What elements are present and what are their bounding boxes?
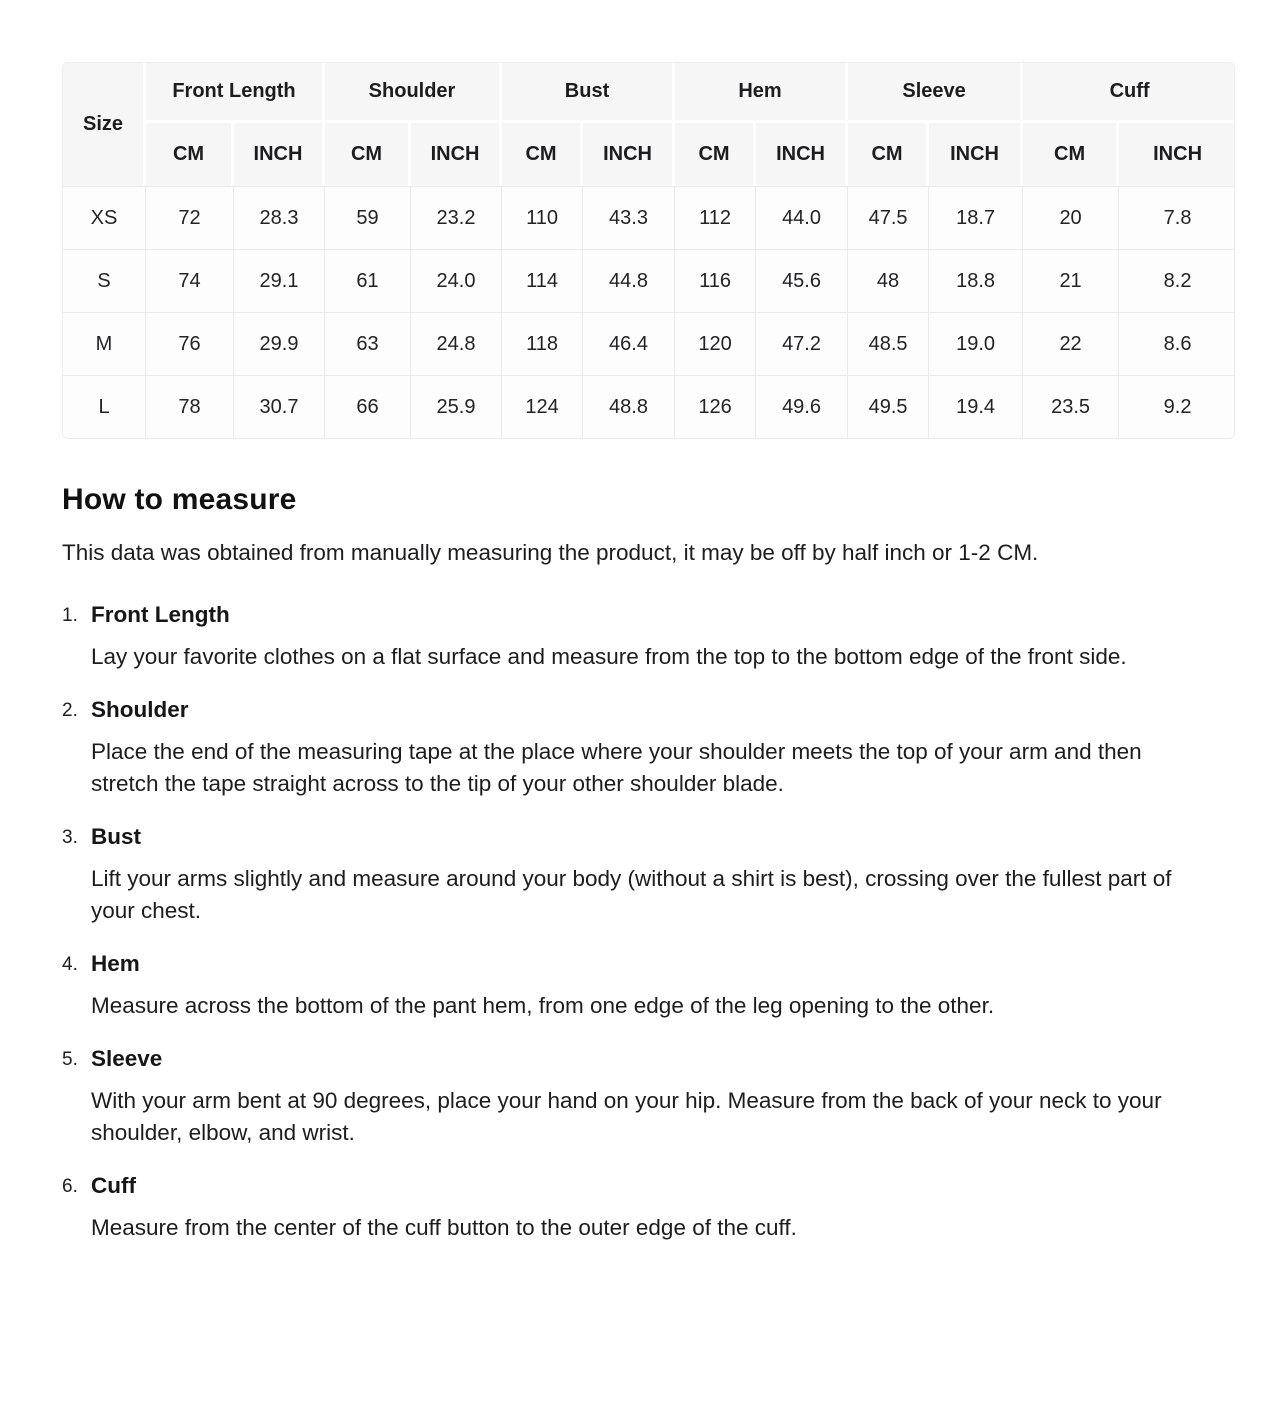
section-intro: This data was obtained from manually measuring the product, it may be off by half inch or 1-2 CM. (62, 540, 1039, 565)
value-cell: 47.2 (756, 312, 848, 375)
value-cell: 22 (1023, 312, 1119, 375)
unit-header-hem-cm: CM (675, 123, 756, 186)
list-item (62, 1173, 1212, 1244)
group-header-bust: Bust (502, 63, 675, 123)
section-title: How to measure (62, 483, 297, 516)
step-term: Shoulder (91, 697, 189, 722)
value-cell: 9.2 (1119, 375, 1235, 438)
value-cell: 25.9 (411, 375, 502, 438)
value-cell: 29.1 (234, 249, 325, 312)
step-term: Bust (91, 824, 141, 849)
value-cell: 20 (1023, 186, 1119, 249)
step-description: Place the end of the measuring tape at the place where your shoulder meets the top of your arm and then stretch the tape straight across to the tip of your other shoulder blade. (91, 739, 1142, 796)
table-unit-header-row (63, 123, 1235, 186)
value-cell: 118 (502, 312, 583, 375)
group-header-cuff: Cuff (1023, 63, 1235, 123)
value-cell: 28.3 (234, 186, 325, 249)
value-cell: 21 (1023, 249, 1119, 312)
value-cell: 8.6 (1119, 312, 1235, 375)
value-cell: 43.3 (583, 186, 675, 249)
unit-header-sleeve-cm: CM (848, 123, 929, 186)
value-cell: 7.8 (1119, 186, 1235, 249)
unit-header-cuff-cm: CM (1023, 123, 1119, 186)
group-header-front-length: Front Length (146, 63, 325, 123)
value-cell: 49.5 (848, 375, 929, 438)
value-cell: 74 (146, 249, 234, 312)
value-cell: 63 (325, 312, 411, 375)
unit-header-shoulder-cm: CM (325, 123, 411, 186)
value-cell: 23.2 (411, 186, 502, 249)
value-cell: 47.5 (848, 186, 929, 249)
value-cell: 23.5 (1023, 375, 1119, 438)
group-header-shoulder: Shoulder (325, 63, 502, 123)
step-description: With your arm bent at 90 degrees, place your hand on your hip. Measure from the back of your neck to your shoulder, elbow, and wrist. (91, 1088, 1162, 1145)
unit-header-front-length-cm: CM (146, 123, 234, 186)
step-description: Lift your arms slightly and measure around your body (without a shirt is best), crossing over the fullest part of your chest. (91, 866, 1172, 923)
step-term: Hem (91, 951, 140, 976)
size-chart-table (63, 63, 1235, 438)
value-cell: 19.0 (929, 312, 1023, 375)
value-cell: 48.8 (583, 375, 675, 438)
table-row-l (63, 375, 1235, 438)
value-cell: 61 (325, 249, 411, 312)
value-cell: 8.2 (1119, 249, 1235, 312)
value-cell: 44.8 (583, 249, 675, 312)
value-cell: 72 (146, 186, 234, 249)
step-number: 3. (62, 827, 78, 848)
value-cell: 48 (848, 249, 929, 312)
group-header-sleeve: Sleeve (848, 63, 1023, 123)
list-item (62, 824, 1212, 927)
measurement-steps-list (62, 602, 1212, 1244)
table-row-m (63, 312, 1235, 375)
value-cell: 76 (146, 312, 234, 375)
value-cell: 19.4 (929, 375, 1023, 438)
list-item (62, 697, 1212, 800)
unit-header-cuff-inch: INCH (1119, 123, 1235, 186)
list-item (62, 951, 1212, 1022)
step-description: Lay your favorite clothes on a flat surface and measure from the top to the bottom edge of the front side. (91, 644, 1127, 669)
how-to-measure-section (62, 483, 1212, 1244)
unit-header-bust-inch: INCH (583, 123, 675, 186)
value-cell: 116 (675, 249, 756, 312)
value-cell: 29.9 (234, 312, 325, 375)
table-row-s (63, 249, 1235, 312)
table-group-header-row (63, 63, 1235, 123)
value-cell: 18.7 (929, 186, 1023, 249)
value-cell: 18.8 (929, 249, 1023, 312)
value-cell: 78 (146, 375, 234, 438)
unit-header-sleeve-inch: INCH (929, 123, 1023, 186)
list-item (62, 1046, 1212, 1149)
size-cell: L (63, 375, 146, 438)
step-description: Measure from the center of the cuff button to the outer edge of the cuff. (91, 1215, 797, 1240)
step-term: Sleeve (91, 1046, 163, 1071)
step-description: Measure across the bottom of the pant hem, from one edge of the leg opening to the other. (91, 993, 995, 1018)
list-item (62, 602, 1212, 673)
unit-header-hem-inch: INCH (756, 123, 848, 186)
unit-header-bust-cm: CM (502, 123, 583, 186)
value-cell: 24.8 (411, 312, 502, 375)
value-cell: 114 (502, 249, 583, 312)
unit-header-shoulder-inch: INCH (411, 123, 502, 186)
value-cell: 46.4 (583, 312, 675, 375)
value-cell: 59 (325, 186, 411, 249)
value-cell: 124 (502, 375, 583, 438)
group-header-hem: Hem (675, 63, 848, 123)
value-cell: 48.5 (848, 312, 929, 375)
value-cell: 126 (675, 375, 756, 438)
table-row-xs (63, 186, 1235, 249)
step-term: Cuff (91, 1173, 136, 1198)
size-cell: M (63, 312, 146, 375)
size-cell: XS (63, 186, 146, 249)
value-cell: 49.6 (756, 375, 848, 438)
size-cell: S (63, 249, 146, 312)
step-number: 6. (62, 1176, 78, 1197)
value-cell: 120 (675, 312, 756, 375)
value-cell: 112 (675, 186, 756, 249)
value-cell: 30.7 (234, 375, 325, 438)
size-column-header: Size (63, 63, 146, 186)
step-number: 1. (62, 605, 78, 626)
unit-header-front-length-inch: INCH (234, 123, 325, 186)
value-cell: 45.6 (756, 249, 848, 312)
value-cell: 66 (325, 375, 411, 438)
step-term: Front Length (91, 602, 230, 627)
step-number: 4. (62, 954, 78, 975)
size-chart-table-container (62, 62, 1235, 439)
value-cell: 24.0 (411, 249, 502, 312)
step-number: 5. (62, 1049, 78, 1070)
value-cell: 44.0 (756, 186, 848, 249)
step-number: 2. (62, 700, 78, 721)
value-cell: 110 (502, 186, 583, 249)
